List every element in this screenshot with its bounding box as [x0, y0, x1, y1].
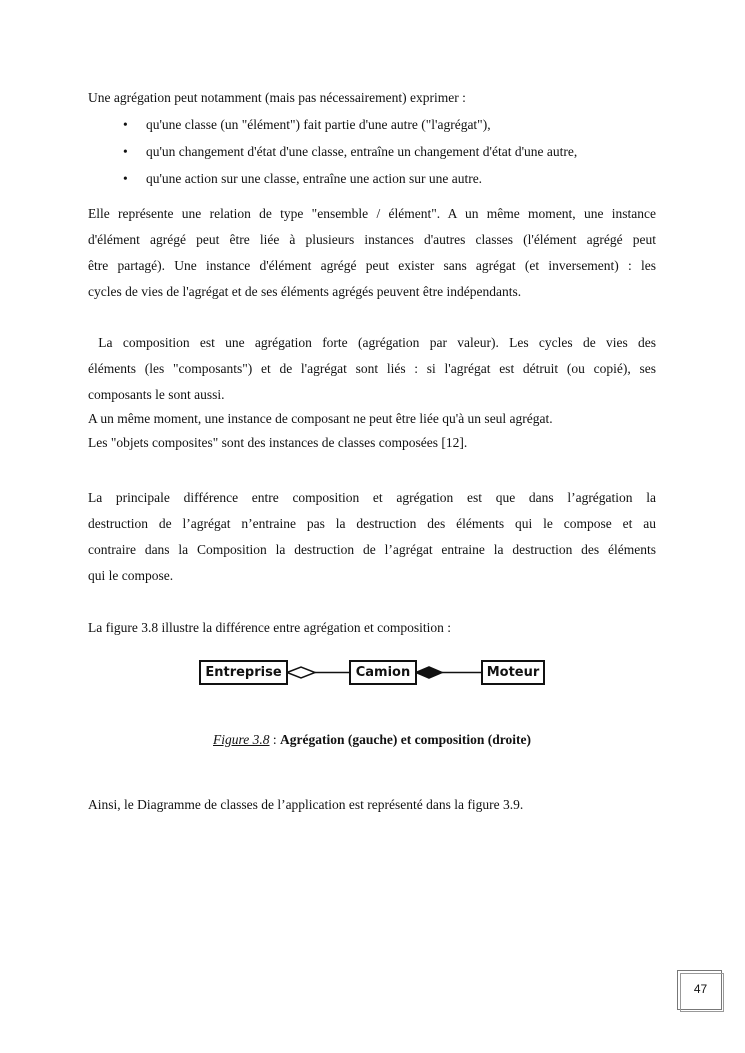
- paragraph-line: d'élément agrégé peut être liée à plusieurs instances d'autres classes (l'élément agrégé peut: [88, 232, 656, 247]
- aggregation-diamond-icon: [287, 667, 315, 678]
- composition-diamond-icon: [416, 667, 442, 678]
- class-box-entreprise: Entreprise: [199, 660, 288, 685]
- figure-intro-text: La figure 3.8 illustre la différence entre agrégation et composition :: [88, 620, 451, 635]
- paragraph-line: Elle représente une relation de type "ensemble / élément". A un même moment, une instance: [88, 206, 656, 221]
- bullet-icon: •: [123, 144, 128, 159]
- page-number-box: [677, 970, 724, 1012]
- figure-caption: Figure 3.8 : Agrégation (gauche) et composition (droite): [213, 732, 531, 747]
- paragraph-line: contraire dans la Composition la destruction de l’agrégat entraine la destruction des éléments: [88, 542, 656, 557]
- bullet-list: [88, 111, 656, 192]
- list-item: • qu'une classe (un "élément") fait partie d'une autre ("l'agrégat"),: [88, 111, 656, 138]
- list-item: • qu'une action sur une classe, entraîne une action sur une autre.: [88, 165, 656, 192]
- closing-paragraph: [88, 792, 656, 818]
- paragraph-composition: [88, 330, 656, 455]
- list-item: • qu'un changement d'état d'une classe, entraîne un changement d'état d'une autre,: [88, 138, 656, 165]
- paragraph-line: être partagé). Une instance d'élément agrégé peut exister sans agrégat (et inversement) : les: [88, 258, 656, 273]
- paragraph-line: cycles de vies de l'agrégat et de ses éléments agrégés peuvent être indépendants.: [88, 284, 522, 299]
- class-box-moteur: Moteur: [481, 660, 545, 685]
- figure-intro-paragraph: [88, 615, 656, 641]
- class-box-camion: Camion: [349, 660, 417, 685]
- bullet-icon: •: [123, 171, 128, 186]
- paragraph-line: Les "objets composites" sont des instances de classes composées [12].: [88, 435, 468, 450]
- paragraph-line: composants le sont aussi.: [88, 387, 225, 402]
- uml-diagram: [198, 659, 548, 689]
- paragraph-aggregation: [88, 201, 656, 305]
- intro-paragraph: [88, 85, 656, 111]
- paragraph-line: La principale différence entre composition et agrégation est que dans l’agrégation la: [88, 490, 656, 505]
- paragraph-line: qui le compose.: [88, 568, 174, 583]
- paragraph-line: A un même moment, une instance de composant ne peut être liée qu'à un seul agrégat.: [88, 411, 553, 426]
- figure-reference: Figure 3.8: [213, 732, 270, 747]
- paragraph-line: éléments (les "composants") et de l'agrégat sont liés : si l'agrégat est détruit (ou copié), ses: [88, 361, 656, 376]
- intro-text: Une agrégation peut notamment (mais pas nécessairement) exprimer :: [88, 90, 466, 105]
- page-number: 47: [693, 982, 708, 996]
- closing-text: Ainsi, le Diagramme de classes de l’application est représenté dans la figure 3.9.: [88, 797, 524, 812]
- bullet-icon: •: [123, 117, 128, 132]
- figure-title: Agrégation (gauche) et composition (droite): [280, 732, 531, 747]
- paragraph-difference: [88, 485, 656, 589]
- paragraph-line: La composition est une agrégation forte (agrégation par valeur). Les cycles de vies des: [88, 335, 656, 350]
- paragraph-line: destruction de l’agrégat n’entraine pas la destruction des éléments qui le compose et au: [88, 516, 656, 531]
